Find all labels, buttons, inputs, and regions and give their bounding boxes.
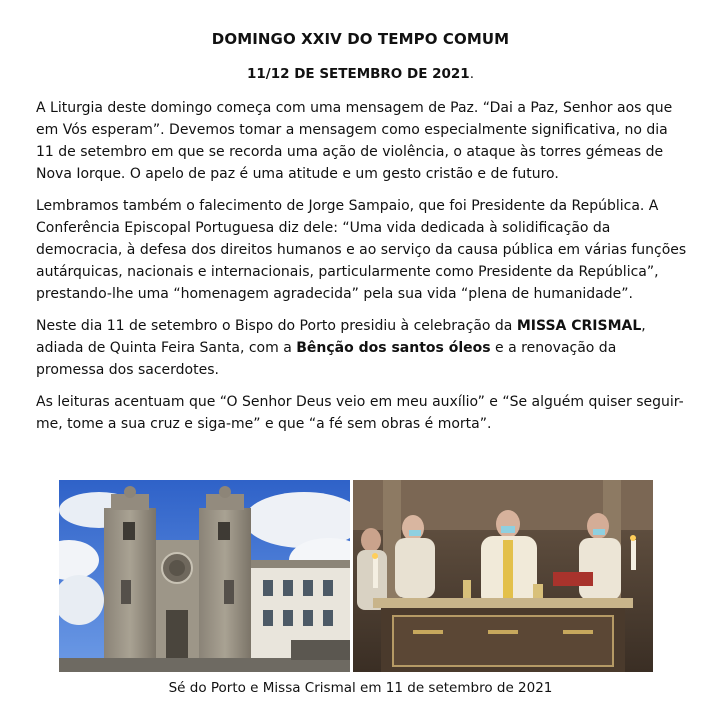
- document-date: [0, 66, 721, 82]
- date-text: 11/12 DE SETEMBRO DE 2021: [246, 66, 470, 82]
- body-text: [36, 97, 688, 445]
- document-title: DOMINGO XXIV DO TEMPO COMUM: [211, 30, 510, 48]
- bencao-oleos-bold: Bênção dos santos óleos: [296, 340, 491, 356]
- photo-caption: Sé do Porto e Missa Crismal em 11 de setembro de 2021: [168, 680, 553, 696]
- photo-strip: [59, 480, 653, 672]
- p3-text-2: , adiada de Quinta Feira Santa, com a: [36, 318, 646, 356]
- cathedral-photo: [59, 480, 350, 672]
- date-suffix: .: [469, 66, 474, 82]
- paragraph-sampaio: Lembramos também o falecimento de Jorge Sampaio, que foi Presidente da República. A Conferência Episcopal Portuguesa diz dele: “Uma vida dedicada à solidificação da democracia, à defesa dos direitos humanos e ao serviço da causa pública em várias funções autárquicas, nacionais e internacionais, particularmente como Presidente da República”, prestando-lhe uma “homenagem agradecida” pela sua vida “plena de humanidade”.: [36, 198, 687, 302]
- missa-crismal-bold: MISSA CRISMAL: [516, 318, 642, 334]
- p3-text-1: Neste dia 11 de setembro o Bispo do Porto presidiu à celebração da: [36, 318, 517, 334]
- paragraph-missa-crismal: [36, 315, 688, 381]
- paragraph-readings: As leituras acentuam que “O Senhor Deus veio em meu auxílio” e “Se alguém quiser seguir-me, tome a sua cruz e siga-me” e que “a fé sem obras é morta”.: [36, 394, 684, 432]
- p3-text-3: e a renovação da promessa dos sacerdotes.: [36, 340, 617, 378]
- paragraph-peace: A Liturgia deste domingo começa com uma mensagem de Paz. “Dai a Paz, Senhor aos que em Vós esperam”. Devemos tomar a mensagem como especialmente significativa, no dia 11 de setembro em que se recorda uma ação de violência, o ataque às torres gémeas de Nova Iorque. O apelo de paz é uma atitude e um gesto cristão e de futuro.: [36, 100, 673, 182]
- mass-photo: [353, 480, 653, 672]
